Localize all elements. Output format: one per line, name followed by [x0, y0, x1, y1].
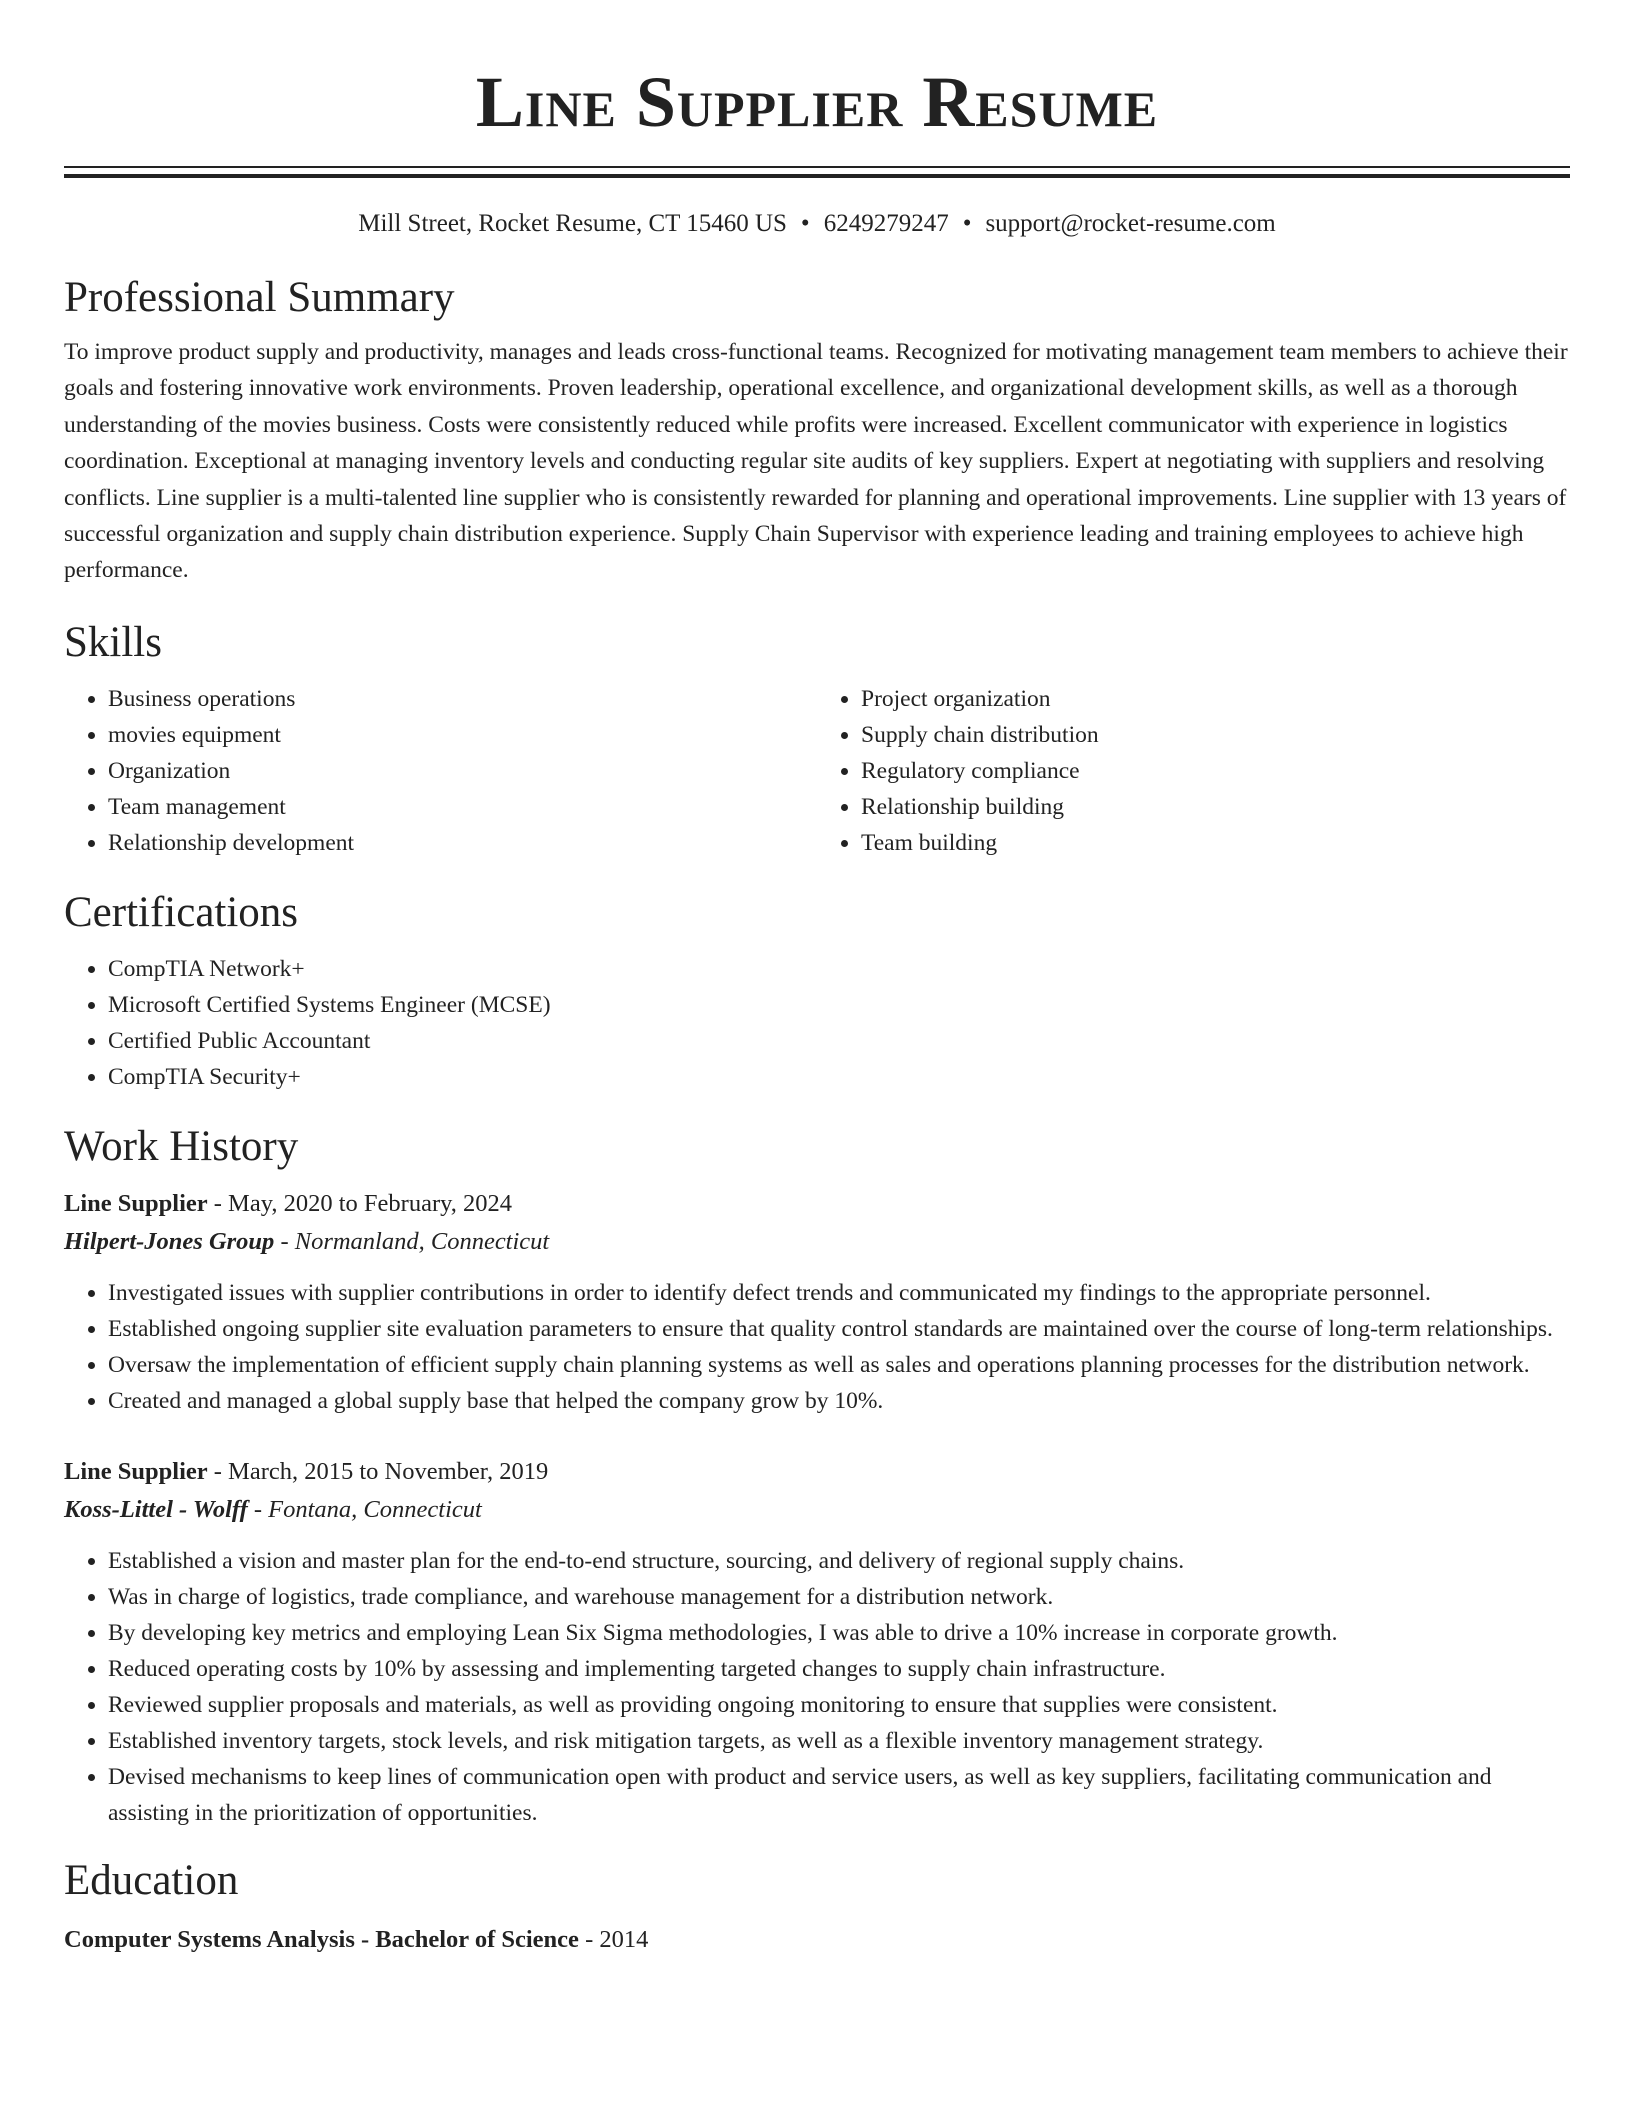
skill-item: • Team building [861, 825, 1570, 861]
resume-title: Line Supplier Resume [475, 62, 1159, 142]
education-heading: Education [64, 1856, 239, 1904]
work-history-heading: Work History [64, 1122, 299, 1170]
job-bullets [64, 1275, 1570, 1419]
summary-text: To improve product supply and productivity, manages and leads cross-functional teams. Recognized for motivating management team members to achieve their goals and fostering innovative work environments. Proven leadership, operational excellence, and organizational development skills, as well as a thorough understanding of the movies business. Costs were consistently reduced while profits were increased. Excellent communicator with experience in logistics coordination. Exceptional at managing inventory levels and conducting regular site audits of key suppliers. Expert at negotiating with suppliers and resolving conflicts. Line supplier is a multi-talented line supplier who is consistently rewarded for planning and operational improvements. Line supplier with 13 years of successful organization and supply chain distribution experience. Supply Chain Supervisor with experience leading and training employees to achieve high performance. [64, 339, 1568, 584]
job-company-line [64, 1223, 1570, 1261]
job-bullet: • Created and managed a global supply base that helped the company grow by 10%. [108, 1383, 1570, 1419]
resume-page [64, 0, 1570, 1959]
skill-item: • Regulatory compliance [861, 753, 1570, 789]
job-bullet: • Reviewed supplier proposals and materials, as well as providing ongoing monitoring to ensure that supplies were consistent. [108, 1687, 1570, 1723]
skill-item: • Team management [108, 789, 817, 825]
certification-item: • Certified Public Accountant [108, 1023, 1570, 1059]
skill-item: • Project organization [861, 681, 1570, 717]
skill-item: • Relationship development [108, 825, 817, 861]
skills-heading: Skills [64, 618, 162, 666]
contact-phone: 6249279247 [823, 210, 949, 237]
job-bullet: • Established ongoing supplier site evaluation parameters to ensure that quality control standards are maintained over the course of long-term relationships. [108, 1311, 1570, 1347]
title-divider-thin [64, 166, 1570, 168]
job-location: - Normanland, Connecticut [274, 1227, 550, 1255]
summary-heading: Professional Summary [64, 274, 455, 321]
contact-address: Mill Street, Rocket Resume, CT 15460 US [358, 210, 787, 237]
skill-item: • Supply chain distribution [861, 717, 1570, 753]
job-bullet: • Established a vision and master plan for the end-to-end structure, sourcing, and delivery of regional supply chains. [108, 1543, 1570, 1579]
contact-separator: • [800, 210, 810, 237]
certifications-heading: Certifications [64, 888, 299, 936]
skills-list [64, 681, 1570, 861]
job-location: - Fontana, Connecticut [247, 1495, 482, 1523]
job-title-line [64, 1453, 1570, 1491]
skill-item: • Organization [108, 753, 817, 789]
skill-item: • Business operations [108, 681, 817, 717]
skills-column-right [817, 681, 1570, 861]
job-company: Koss-Littel - Wolff [64, 1495, 248, 1523]
job-bullet: • Was in charge of logistics, trade compliance, and warehouse management for a distribution network. [108, 1579, 1570, 1615]
job-company: Hilpert-Jones Group [64, 1227, 275, 1255]
education-year: - 2014 [578, 1925, 649, 1953]
certification-item: • CompTIA Network+ [108, 951, 1570, 987]
job-dates: - March, 2015 to November, 2019 [207, 1457, 549, 1485]
job-dates: - May, 2020 to February, 2024 [207, 1189, 513, 1217]
job-entry [64, 1453, 1570, 1831]
contact-separator: • [962, 210, 972, 237]
certifications-list [64, 951, 1570, 1095]
contact-email: support@rocket-resume.com [985, 210, 1276, 237]
job-title-line [64, 1185, 1570, 1223]
job-bullets [64, 1543, 1570, 1831]
job-entry [64, 1185, 1570, 1419]
skill-item: • Relationship building [861, 789, 1570, 825]
skill-item: • movies equipment [108, 717, 817, 753]
job-bullet: • Devised mechanisms to keep lines of communication open with product and service users, as well as key suppliers, facilitating communication and assisting in the prioritization of opportunities. [108, 1759, 1570, 1831]
job-title: Line Supplier [64, 1457, 208, 1485]
job-bullet: • Oversaw the implementation of efficient supply chain planning systems as well as sales and operations planning processes for the distribution network. [108, 1347, 1570, 1383]
certification-item: • Microsoft Certified Systems Engineer (MCSE) [108, 987, 1570, 1023]
job-bullet: • Investigated issues with supplier contributions in order to identify defect trends and communicated my findings to the appropriate personnel. [108, 1275, 1570, 1311]
contact-line [64, 208, 1570, 240]
job-bullet: • Reduced operating costs by 10% by assessing and implementing targeted changes to supply chain infrastructure. [108, 1651, 1570, 1687]
education-degree: Computer Systems Analysis - Bachelor of Science [64, 1925, 579, 1953]
job-bullet: • Established inventory targets, stock levels, and risk mitigation targets, as well as a flexible inventory management strategy. [108, 1723, 1570, 1759]
skills-column-left [64, 681, 817, 861]
job-title: Line Supplier [64, 1189, 208, 1217]
job-bullet: • By developing key metrics and employing Lean Six Sigma methodologies, I was able to drive a 10% increase in corporate growth. [108, 1615, 1570, 1651]
title-divider-thick [64, 174, 1570, 178]
education-entry [64, 1921, 1570, 1959]
certification-item: • CompTIA Security+ [108, 1059, 1570, 1095]
job-company-line [64, 1491, 1570, 1529]
